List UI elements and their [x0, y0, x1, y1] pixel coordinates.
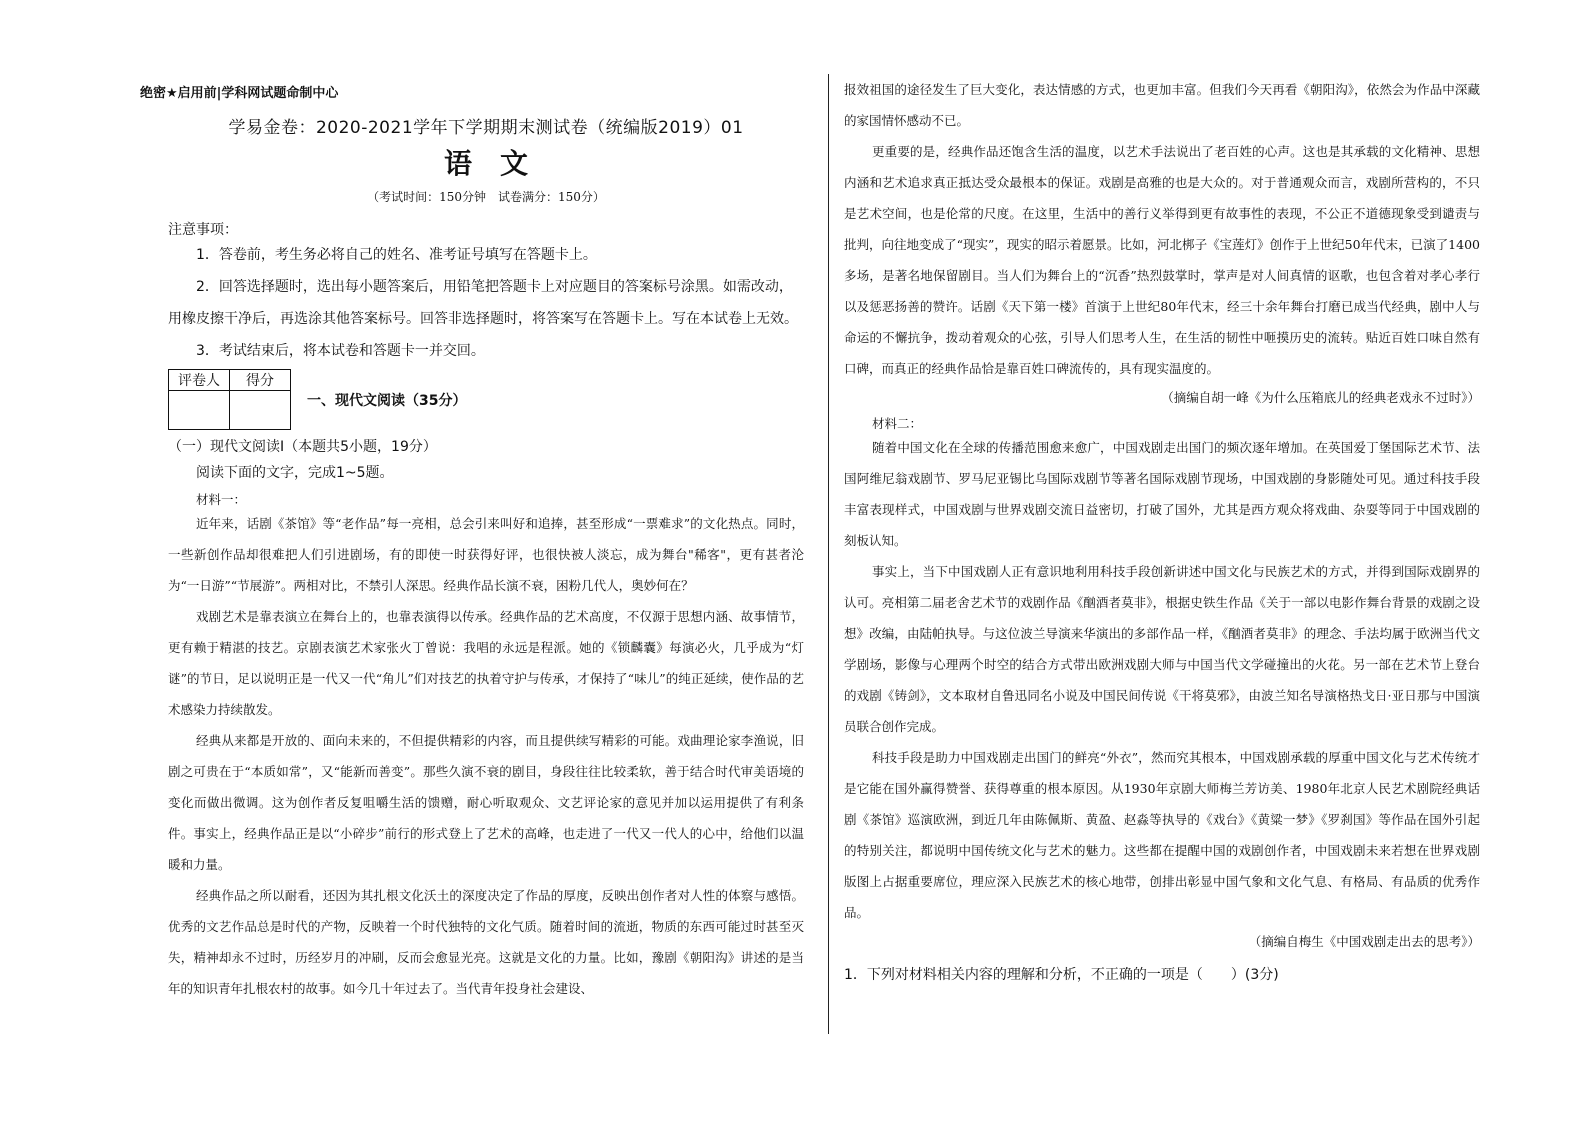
material1-para-3: 经典从来都是开放的、面向未来的，不但提供精彩的内容，而且提供续写精彩的可能。戏曲理论家李渔说，旧剧之可贵在于“本质如常”，又“能新而善变”。那些久演不衰的剧目，身段往往比较柔软，善于结合时代审美语境的变化而做出微调。这为创作者反复咀嚼生活的馈赠，耐心听取观众、文艺评论家的意见并加以运用提供了有利条件。事实上，经典作品正是以“小碎步”前行的形式登上了艺术的高峰，也走进了一代又一代人的心中，给他们以温暖和力量。 — [168, 733, 804, 872]
instruction: 阅读下面的文字，完成1~5题。 — [196, 465, 394, 481]
notice-item-3: 3．考试结束后，将本试卷和答题卡一并交回。 — [196, 343, 485, 359]
score-section — [168, 369, 804, 430]
notice-heading: 注意事项： — [168, 222, 238, 238]
source-2: （摘编自梅生《中国戏剧走出去的思考》） — [1248, 934, 1480, 949]
score-cell — [230, 391, 291, 430]
material1-para-2: 戏剧艺术是靠表演立在舞台上的，也靠表演得以传承。经典作品的艺术高度，不仅源于思想内涵、故事情节，更有赖于精湛的技艺。京剧表演艺术家张火丁曾说：我唱的永远是程派。她的《锁麟囊》每演必火，几乎成为“灯谜”的节日，足以说明正是一代又一代“角儿”们对技艺的执着守护与传承，才保持了“味儿”的纯正延续，使作品的艺术感染力持续散发。 — [168, 609, 804, 717]
question-1: 1．下列对材料相关内容的理解和分析，不正确的一项是（ ）(3分) — [844, 967, 1279, 983]
material1-para-4-cont: 报效祖国的途径发生了巨大变化，表达情感的方式，也更加丰富。但我们今天再看《朝阳沟》，依然会为作品中深藏的家国情怀感动不已。 — [844, 82, 1480, 128]
source-1: （摘编自胡一峰《为什么压箱底儿的经典老戏永不过时》） — [1161, 390, 1480, 405]
material2-para-1: 随着中国文化在全球的传播范围愈来愈广，中国戏剧走出国门的频次逐年增加。在英国爱丁堡国际艺术节、法国阿维尼翁戏剧节、罗马尼亚锡比乌国际戏剧节等著名国际戏剧节现场，中国戏剧的身影随处可见。通过科技手段丰富表现样式，中国戏剧与世界戏剧交流日益密切，打破了国外，尤其是西方观众将戏曲、杂耍等同于中国戏剧的刻板认知。 — [844, 440, 1480, 548]
material1-label: 材料一： — [196, 492, 247, 507]
material1-para-4: 经典作品之所以耐看，还因为其扎根文化沃土的深度决定了作品的厚度，反映出创作者对人性的体察与感悟。优秀的文艺作品总是时代的产物，反映着一个时代独特的文化气质。随着时间的流逝，物质的东西可能过时甚至灭失，精神却永不过时，历经岁月的冲刷，反而会愈显光亮。这就是文化的力量。比如，豫剧《朝阳沟》讲述的是当年的知识青年扎根农村的故事。如今几十年过去了。当代青年投身社会建设、 — [168, 888, 804, 996]
material1-para-1: 近年来，话剧《茶馆》等“老作品”每一亮相，总会引来叫好和追捧，甚至形成“一票难求”的文化热点。同时，一些新创作品却很难把人们引进剧场，有的即使一时获得好评，也很快被人淡忘，成为舞台"稀客"，更有甚者沦为“一日游”“节展游”。两相对比，不禁引人深思。经典作品长演不衰，困粉几代人，奥妙何在？ — [168, 516, 804, 593]
material1-para-5: 更重要的是，经典作品还饱含生活的温度，以艺术手法说出了老百姓的心声。这也是其承载的文化精神、思想内涵和艺术追求真正抵达受众最根本的保证。戏剧是高雅的也是大众的。对于普通观众而言，戏剧所营构的，不只是艺术空间，也是伦常的尺度。在这里，生活中的善行义举得到更有故事性的表现，不公正不道德现象受到谴责与批判，向往地变成了“现实”，现实的昭示着愿景。比如，河北梆子《宝莲灯》创作于上世纪50年代末，已演了1400多场，是著名地保留剧目。当人们为舞台上的“沉香”热烈鼓掌时，掌声是对人间真情的讴歌，也包含着对孝心孝行以及惩恶扬善的赞许。话剧《天下第一楼》首演于上世纪80年代末，经三十余年舞台打磨已成当代经典，剧中人与命运的不懈抗争，拨动着观众的心弦，引导人们思考人生，在生活的韧性中咂摸历史的流转。贴近百姓口味自然有口碑，而真正的经典作品恰是靠百姓口碑流传的，具有现实温度的。 — [844, 144, 1480, 376]
left-column — [140, 74, 804, 1004]
material2-para-3: 科技手段是助力中国戏剧走出国门的鲜亮“外衣”，然而究其根本，中国戏剧承载的厚重中国文化与艺术传统才是它能在国外赢得赞誉、获得尊重的根本原因。从1930年京剧大师梅兰芳访美、1980年北京人民艺术剧院经典话剧《茶馆》巡演欧洲，到近几年由陈佩斯、黄盈、赵淼等执导的《戏台》《黄粱一梦》《罗刹国》等作品在国外引起的特别关注，都说明中国传统文化与艺术的魅力。这些都在提醒中国的戏剧创作者，中国戏剧未来若想在世界戏剧版图上占据重要席位，理应深入民族艺术的核心地带，创排出彰显中国气象和文化气息、有格局、有品质的优秀作品。 — [844, 750, 1480, 920]
grader-cell — [169, 391, 230, 430]
subsection-title: （一）现代文阅读Ⅰ（本题共5小题，19分） — [168, 439, 437, 455]
material2-para-2: 事实上，当下中国戏剧人正有意识地利用科技手段创新讲述中国文化与民族艺术的方式，并得到国际戏剧界的认可。亮相第二届老舍艺术节的戏剧作品《酗酒者莫非》，根据史铁生作品《关于一部以电影作舞台背景的戏剧之设想》改编，由陆帕执导。与这位波兰导演来华演出的多部作品一样，《酗酒者莫非》的理念、手法均属于欧洲当代文学剧场，影像与心理两个时空的结合方式带出欧洲戏剧大师与中国当代文学碰撞出的火花。另一部在艺术节上登台的戏剧《铸剑》，文本取材自鲁迅同名小说及中国民间传说《干将莫邪》，由波兰知名导演格热戈日·亚日那与中国演员联合创作完成。 — [844, 564, 1480, 734]
score-table — [168, 369, 291, 430]
exam-info: （考试时间：150分钟 试卷满分：150分） — [367, 190, 605, 204]
material2-label: 材料二： — [872, 416, 923, 431]
section-title: 一、现代文阅读（35分） — [307, 392, 467, 409]
right-column — [844, 74, 1480, 984]
secret-label: 绝密★启用前|学科网试题命制中心 — [140, 86, 339, 101]
column-divider — [828, 74, 829, 1034]
grader-header: 评卷人 — [169, 370, 230, 391]
score-header: 得分 — [230, 370, 291, 391]
exam-title: 学易金卷：2020-2021学年下学期期末测试卷（统编版2019）01 — [228, 118, 744, 138]
notice-item-2: 2．回答选择题时，选出每小题答案后，用铅笔把答题卡上对应题目的答案标号涂黑。如需改动，用橡皮擦干净后，再选涂其他答案标号。回答非选择题时，将答案写在答题卡上。写在本试卷上无效。 — [168, 279, 798, 327]
subject-title: 语文 — [443, 147, 556, 180]
notice-item-1: 1．答卷前，考生务必将自己的姓名、准考证号填写在答题卡上。 — [196, 247, 597, 263]
